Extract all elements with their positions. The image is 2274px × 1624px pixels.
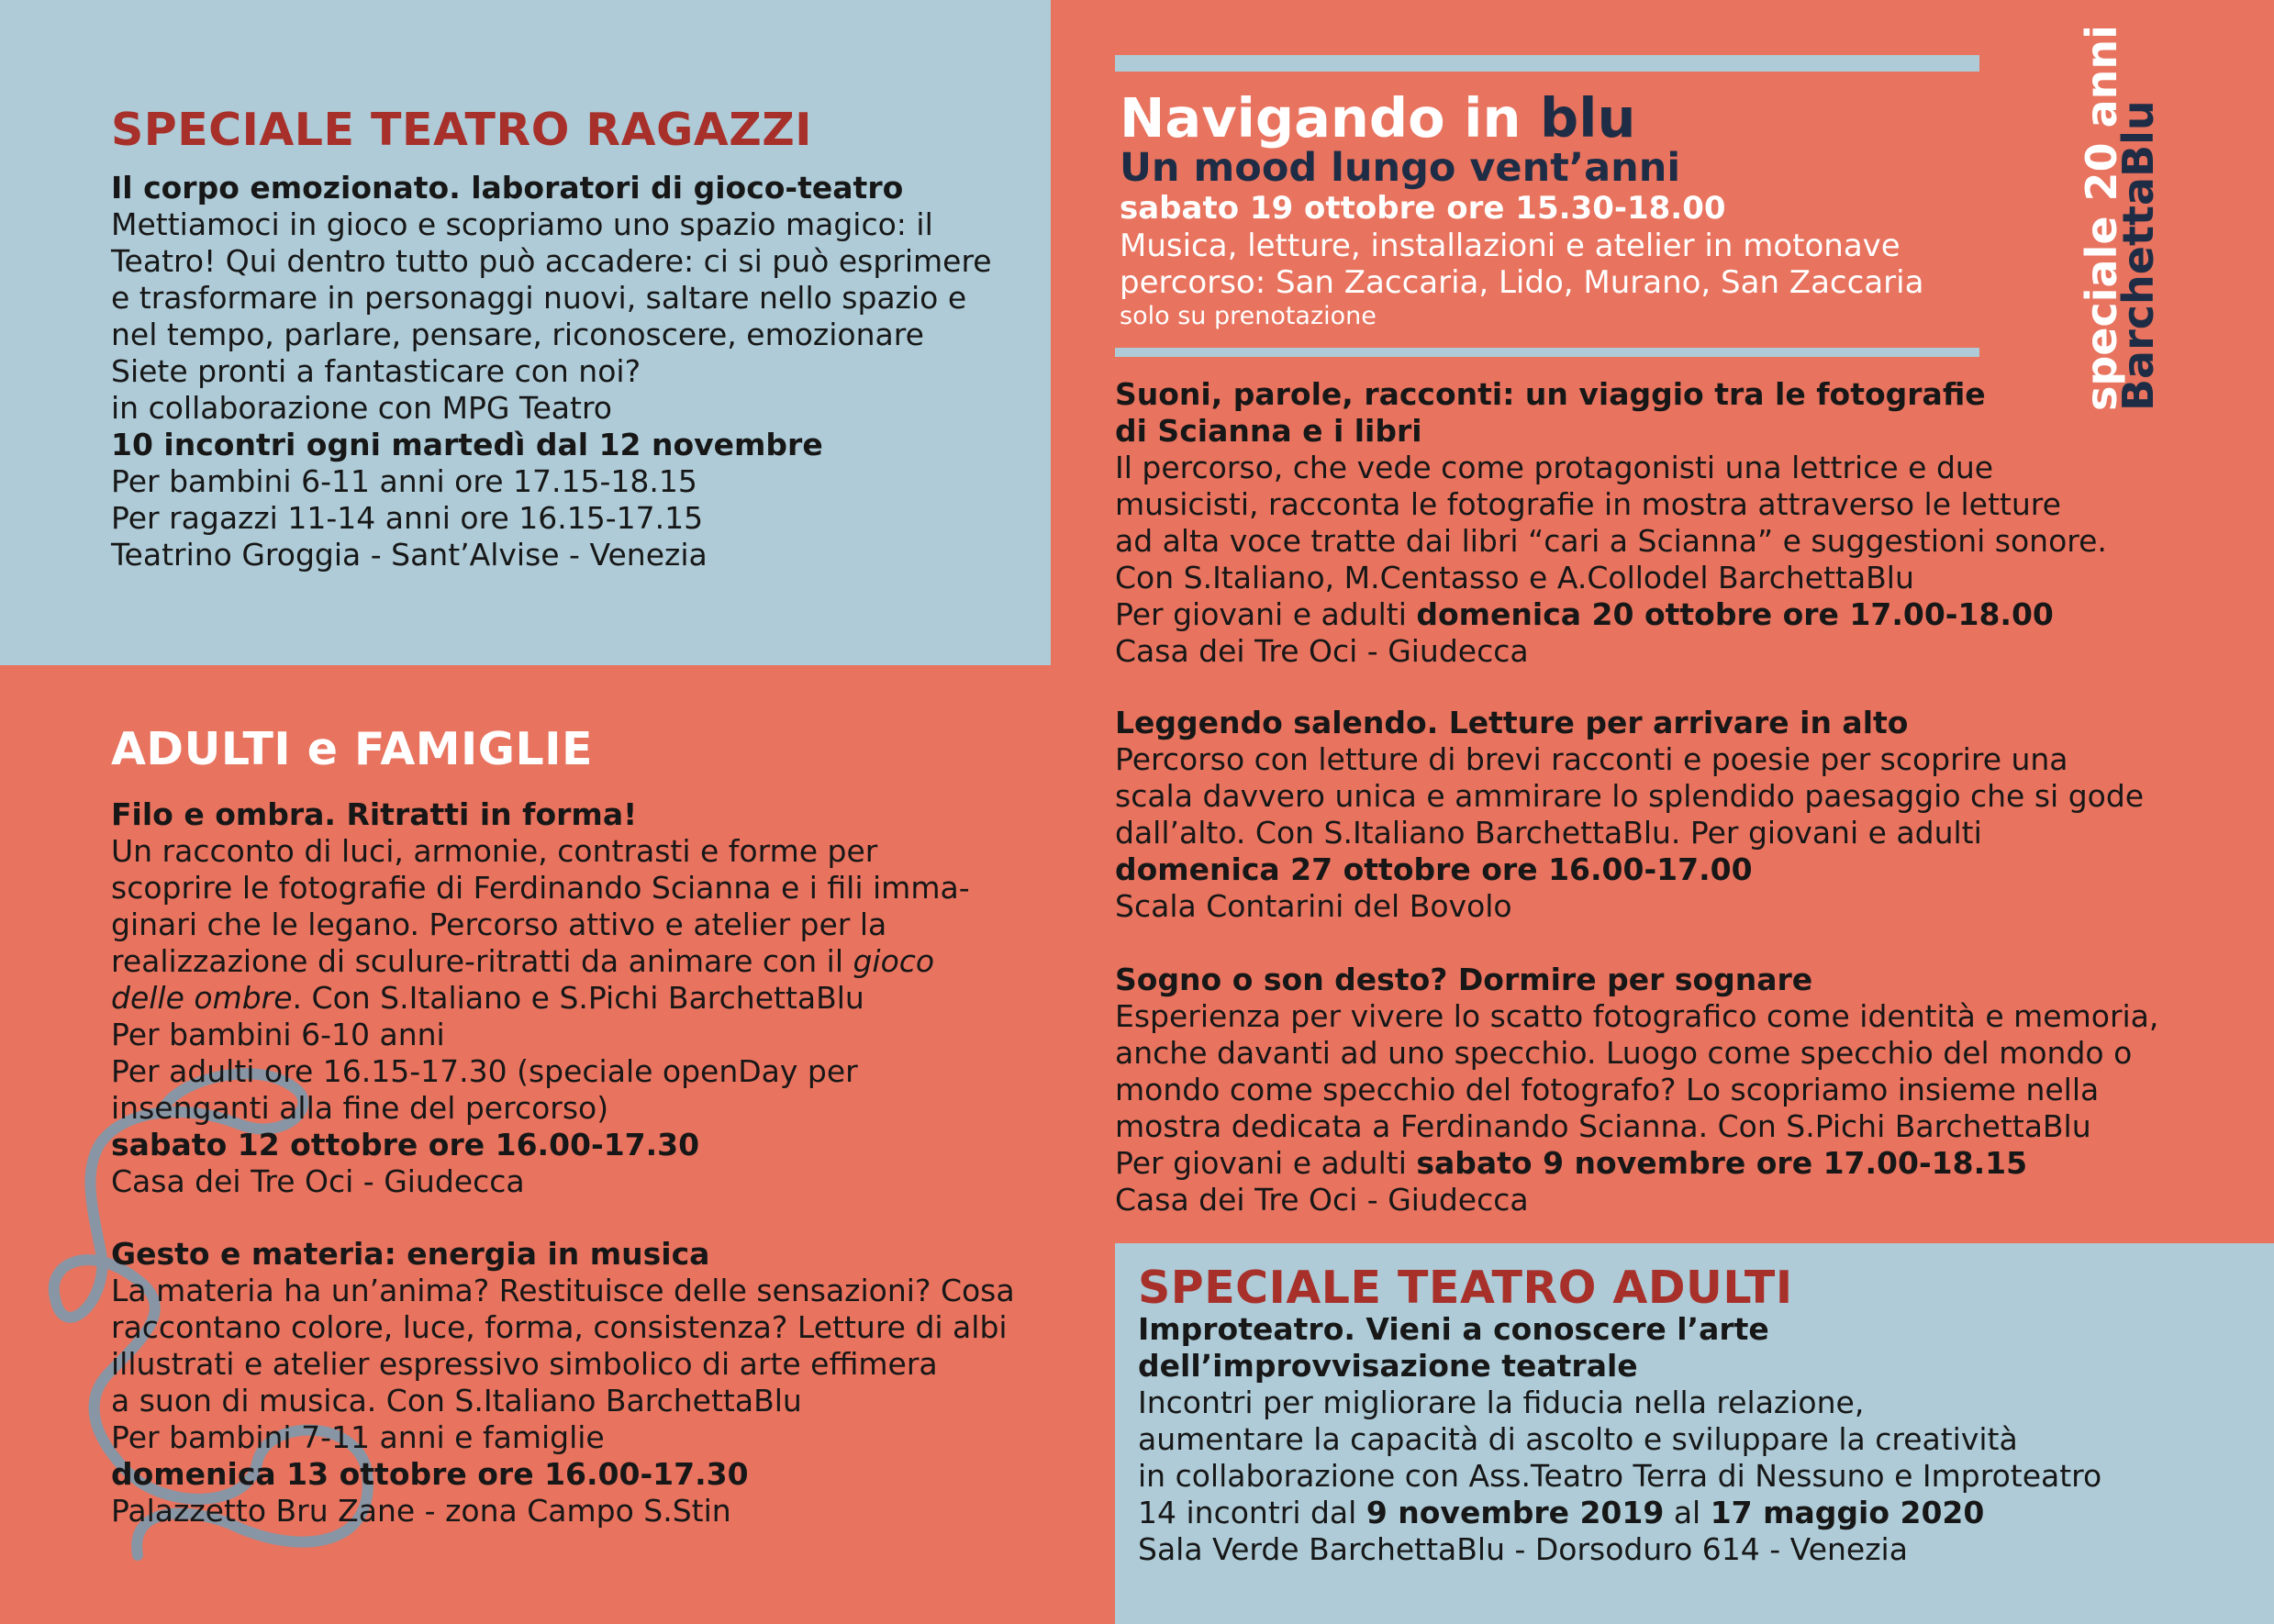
navigando-desc-line: Musica, letture, installazioni e atelier in motonave	[1120, 228, 1901, 264]
audience-text: Per giovani e adulti	[1115, 596, 1417, 632]
description-line: mostra dedicata a Ferdinando Scianna. Con S.Pichi BarchettaBlu	[1115, 1108, 2091, 1144]
title-text: Navigando in	[1120, 86, 1540, 150]
filo-ombra-event	[111, 796, 1107, 1200]
description-line: a suon di musica. Con S.Italiano BarchettaBlu	[111, 1383, 802, 1418]
event-audience-date	[1115, 1145, 2262, 1182]
event-place: Casa dei Tre Oci - Giudecca	[1115, 633, 1529, 669]
side-label-line2: BarchettaBlu	[2113, 100, 2163, 411]
navigando-subtitle: Un mood lungo vent’anni	[1120, 145, 1681, 191]
leggendo-event	[1115, 705, 2253, 925]
description-line: Mettiamoci in gioco e scopriamo uno spazio magico: il	[111, 206, 933, 242]
kids-schedule: Per bambini 6-10 anni	[111, 1017, 445, 1052]
adults-schedule: Per adulti ore 16.15-17.30 (speciale openDay per	[111, 1053, 858, 1089]
line-text: . Con S.Italiano e S.Pichi BarchettaBlu	[292, 980, 864, 1016]
event-place: Scala Contarini del Bovolo	[1115, 888, 1512, 924]
line-text: realizzazione di sculure-ritratti da animare con il	[111, 943, 853, 979]
description-line: Percorso con letture di brevi racconti e poesie per scoprire una	[1115, 741, 2068, 777]
description-line: e trasformare in personaggi nuovi, saltare nello spazio e	[111, 280, 967, 316]
navigando-note: solo su prenotazione	[1120, 302, 1377, 330]
event-audience-date	[1115, 596, 2253, 633]
event-date: sabato 12 ottobre ore 16.00-17.30	[111, 1127, 700, 1162]
description-line: in collaborazione con Ass.Teatro Terra di Nessuno e Improteatro	[1138, 1458, 2102, 1494]
description-line: ad alta voce tratte dai libri “cari a Scianna” e suggestioni sonore.	[1115, 523, 2107, 559]
event-place: Sala Verde BarchettaBlu - Dorsoduro 614 - Venezia	[1138, 1531, 1908, 1567]
event-title: Il corpo emozionato. laboratori di gioco-teatro	[111, 170, 904, 206]
description-line: Per bambini 7-11 anni e famiglie	[111, 1419, 605, 1455]
event-title: Suoni, parole, racconti: un viaggio tra le fotografie	[1115, 376, 1986, 412]
side-label	[2077, 25, 2163, 411]
teatro-ragazzi-body	[111, 170, 1038, 573]
description-line: ginari che le legano. Percorso attivo e atelier per la	[111, 907, 887, 942]
suoni-event	[1115, 376, 2253, 670]
description-line: raccontano colore, luce, forma, consistenza? Letture di albi	[111, 1309, 1008, 1345]
description-line: Teatro! Qui dentro tutto può accadere: ci si può esprimere	[111, 243, 992, 279]
description-line: Siete pronti a fantasticare con noi?	[111, 353, 641, 389]
side-label-line1: speciale 20 anni	[2077, 25, 2126, 411]
event-place: Casa dei Tre Oci - Giudecca	[111, 1163, 525, 1199]
teens-schedule: Per ragazzi 11-14 anni ore 16.15-17.15	[111, 500, 704, 536]
description-line: Con S.Italiano, M.Centasso e A.Collodel BarchettaBlu	[1115, 560, 1914, 595]
event-date: domenica 27 ottobre ore 16.00-17.00	[1115, 851, 1753, 887]
collab-text: in collaborazione con MPG Teatro	[111, 390, 612, 426]
count-text: 14 incontri dal	[1138, 1495, 1366, 1530]
description-line: scoprire le fotografie di Ferdinando Scianna e i fili imma-	[111, 870, 970, 906]
navigando-title	[1120, 86, 1636, 150]
description-line: Esperienza per vivere lo scatto fotografico come identità e memoria,	[1115, 998, 2159, 1034]
bottom-divider-bar	[1115, 348, 1979, 357]
event-date: domenica 20 ottobre ore 17.00-18.00	[1416, 596, 2054, 632]
description-line: Un racconto di luci, armonie, contrasti e forme per	[111, 833, 878, 869]
teatro-ragazzi-title: SPECIALE TEATRO RAGAZZI	[111, 104, 813, 156]
event-dates	[1138, 1495, 2257, 1531]
teatro-ragazzi-panel	[0, 0, 1051, 665]
connector-text: al	[1664, 1495, 1711, 1530]
description-line: mondo come specchio del fotografo? Lo scopriamo insieme nella	[1115, 1072, 2100, 1107]
description-line: nel tempo, parlare, pensare, riconoscere, emozionare	[111, 317, 924, 352]
event-title-cont: dell’improvvisazione teatrale	[1138, 1348, 1638, 1384]
teatro-adulti-panel	[1115, 1243, 2274, 1624]
title-blue-word: blu	[1540, 86, 1636, 150]
teatro-adulti-title: SPECIALE TEATRO ADULTI	[1138, 1262, 1793, 1314]
navigando-desc-line: percorso: San Zaccaria, Lido, Murano, San Zaccaria	[1120, 264, 1924, 301]
description-line: Il percorso, che vede come protagonisti una lettrice e due	[1115, 450, 1994, 485]
event-place: Palazzetto Bru Zane - zona Campo S.Stin	[111, 1493, 731, 1529]
date-start: 9 novembre 2019	[1366, 1495, 1665, 1530]
event-place: Casa dei Tre Oci - Giudecca	[1115, 1182, 1529, 1218]
event-title: Improteatro. Vieni a conoscere l’arte	[1138, 1311, 1769, 1347]
description-line: musicisti, racconta le fotografie in mostra attraverso le letture	[1115, 486, 2061, 522]
event-dates: 10 incontri ogni martedì dal 12 novembre	[111, 427, 823, 462]
adulti-famiglie-title: ADULTI e FAMIGLIE	[111, 723, 593, 775]
gesto-materia-event	[111, 1236, 1107, 1529]
italic-text: gioco	[853, 943, 935, 979]
description-line	[111, 980, 1107, 1017]
audience-text: Per giovani e adulti	[1115, 1145, 1417, 1181]
sogno-event	[1115, 962, 2262, 1218]
description-line: illustrati e atelier espressivo simbolico di arte effimera	[111, 1346, 938, 1382]
description-line	[111, 943, 1107, 980]
event-title: Sogno o son desto? Dormire per sognare	[1115, 962, 1813, 997]
description-line: Incontri per migliorare la fiducia nella relazione,	[1138, 1385, 1865, 1420]
description-line: anche davanti ad uno specchio. Luogo come specchio del mondo o	[1115, 1035, 2133, 1071]
italic-text: delle ombre	[111, 980, 293, 1016]
event-title: Gesto e materia: energia in musica	[111, 1236, 710, 1272]
navigando-date: sabato 19 ottobre ore 15.30-18.00	[1120, 190, 1726, 227]
event-title: Filo e ombra. Ritratti in forma!	[111, 796, 638, 832]
top-divider-bar	[1115, 55, 1979, 72]
event-title: Leggendo salendo. Letture per arrivare in alto	[1115, 705, 1909, 740]
improteatro-event	[1138, 1311, 2257, 1568]
description-line: dall’alto. Con S.Italiano BarchettaBlu. Per giovani e adulti	[1115, 815, 1982, 851]
kids-schedule: Per bambini 6-11 anni ore 17.15-18.15	[111, 463, 697, 499]
description-line: La materia ha un’anima? Restituisce delle sensazioni? Cosa	[111, 1273, 1015, 1308]
event-title-cont: di Scianna e i libri	[1115, 413, 1422, 449]
event-date: domenica 13 ottobre ore 16.00-17.30	[111, 1456, 749, 1492]
date-end: 17 maggio 2020	[1710, 1495, 1985, 1530]
adults-schedule-note: insenganti alla fine del percorso)	[111, 1090, 609, 1126]
description-line: aumentare la capacità di ascolto e sviluppare la creatività	[1138, 1421, 2018, 1457]
event-date: sabato 9 novembre ore 17.00-18.15	[1416, 1145, 2028, 1181]
event-place: Teatrino Groggia - Sant’Alvise - Venezia	[111, 537, 708, 573]
adulti-famiglie-panel	[0, 665, 1115, 1624]
description-line: scala davvero unica e ammirare lo splendido paesaggio che si gode	[1115, 778, 2145, 814]
